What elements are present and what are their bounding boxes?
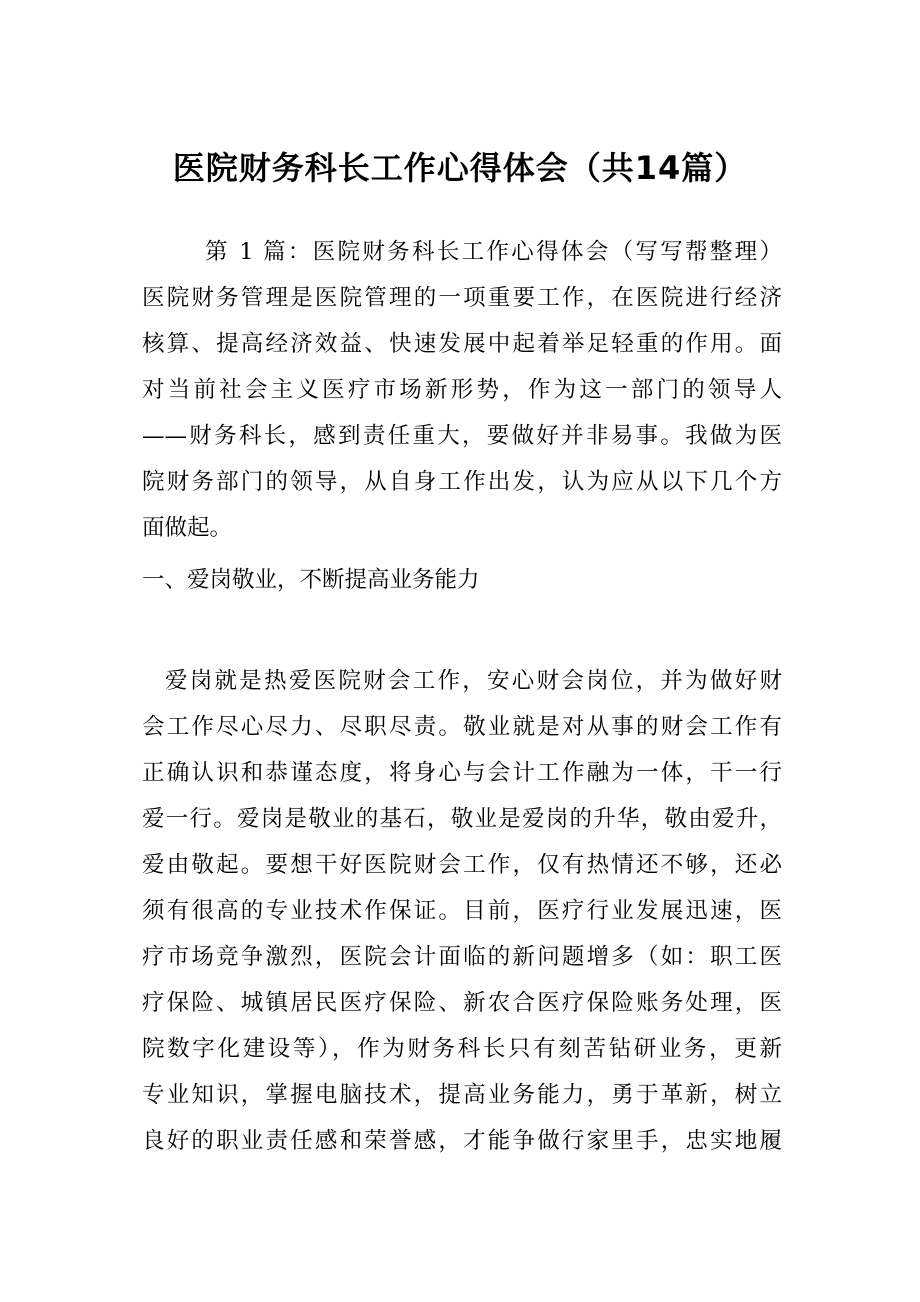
- paragraph-line: 院财务部门的领导，从自身工作出发，认为应从以下几个方: [142, 469, 782, 495]
- paragraph-line: 院数字化建设等），作为财务科长只有刻苦钻研业务，更新: [142, 1036, 782, 1062]
- paragraph-line: 爱一行。爱岗是敬业的基石，敬业是爱岗的升华，敬由爱升，: [142, 806, 782, 832]
- paragraph-line: 疗市场竞争激烈，医院会计面临的新问题增多（如：职工医: [142, 944, 782, 970]
- paragraph-line: 专业知识，掌握电脑技术，提高业务能力，勇于革新，树立: [142, 1082, 782, 1108]
- paragraph-line: 核算、提高经济效益、快速发展中起着举足轻重的作用。面: [142, 331, 782, 357]
- paragraph-line: 须有很高的专业技术作保证。目前，医疗行业发展迅速，医: [142, 898, 782, 924]
- paragraph-line: 医院财务管理是医院管理的一项重要工作，在医院进行经济: [142, 285, 782, 311]
- paragraph-line: 对当前社会主义医疗市场新形势，作为这一部门的领导人: [142, 377, 782, 403]
- document-title: 医院财务科长工作心得体会（共14篇）: [172, 149, 748, 187]
- section-heading: 一、爱岗敬业，不断提高业务能力: [142, 567, 480, 593]
- section-heading-part1: 第 1 篇：医院财务科长工作心得体会（写写帮整理）: [205, 239, 782, 265]
- paragraph-line: 爱由敬起。要想干好医院财会工作，仅有热情还不够，还必: [142, 852, 782, 878]
- paragraph-line: 爱岗就是热爱医院财会工作，安心财会岗位，并为做好财: [165, 668, 782, 694]
- paragraph-line: 疗保险、城镇居民医疗保险、新农合医疗保险账务处理，医: [142, 990, 782, 1016]
- paragraph-line: ——财务科长，感到责任重大，要做好并非易事。我做为医: [142, 423, 782, 449]
- paragraph-line: 正确认识和恭谨态度，将身心与会计工作融为一体，干一行: [142, 760, 782, 786]
- paragraph-line: 良好的职业责任感和荣誉感，才能争做行家里手，忠实地履: [142, 1128, 782, 1154]
- paragraph-line: 会工作尽心尽力、尽职尽责。敬业就是对从事的财会工作有: [142, 714, 782, 740]
- paragraph-line: 面做起。: [142, 515, 233, 541]
